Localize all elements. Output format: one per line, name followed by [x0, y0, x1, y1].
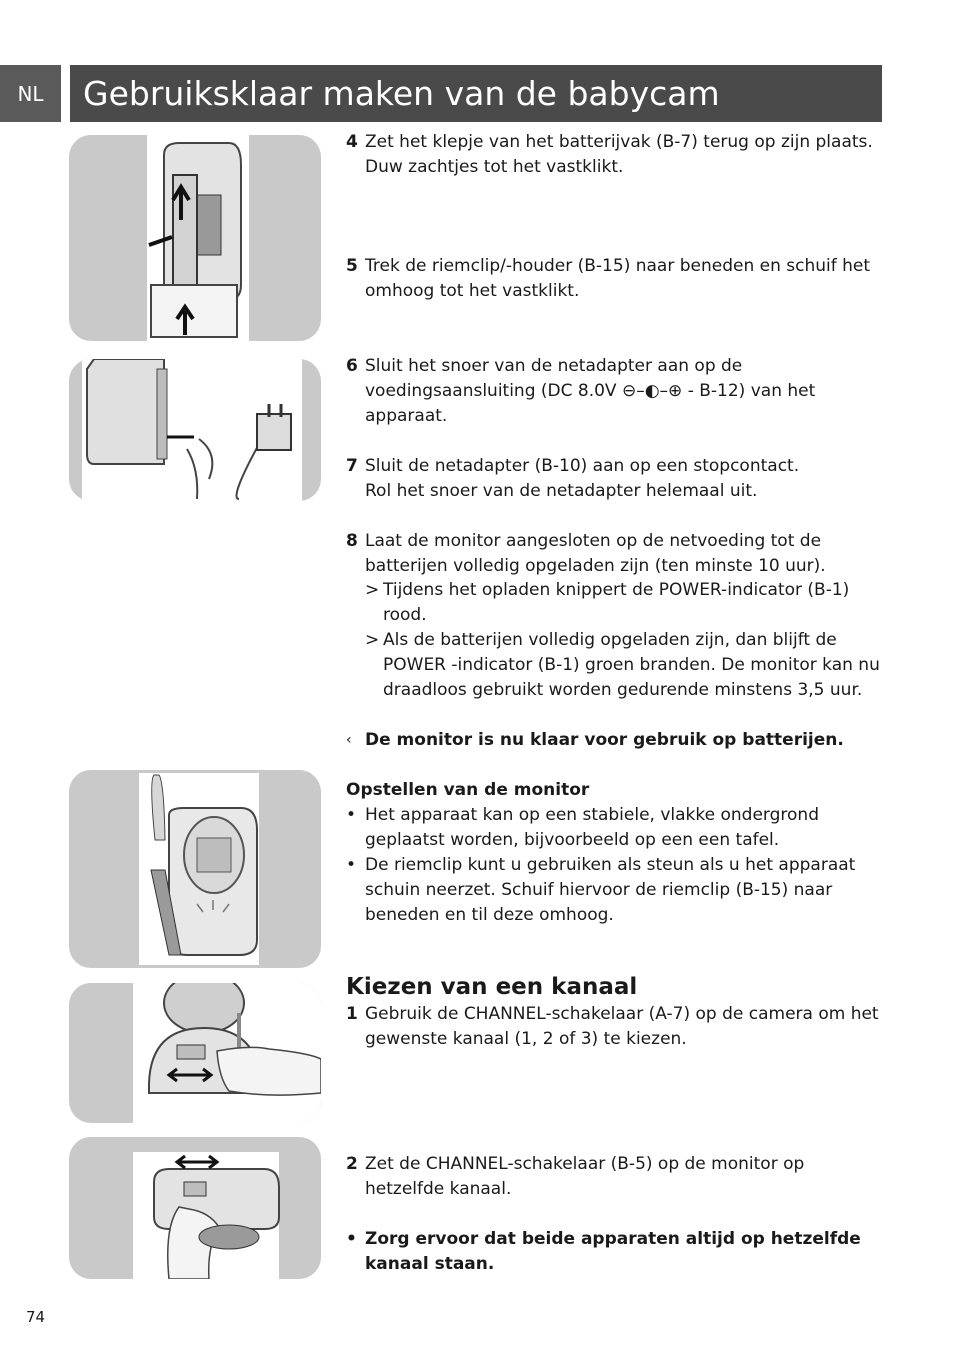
result-text: De monitor is nu klaar voor gebruik op batterijen. [365, 730, 844, 750]
step-number: 5 [346, 256, 358, 276]
bullet-marker: • [346, 855, 357, 875]
step-text-part-a: Sluit het snoer van de netadapter aan op de voedingsaansluiting (DC 8.0V [365, 356, 743, 401]
sub-marker: > [365, 580, 380, 600]
polarity-symbol: ⊖–◐–⊕ [621, 381, 683, 401]
bullet-marker: • [346, 805, 357, 825]
page-title: Gebruiksklaar maken van de babycam [70, 65, 882, 122]
step-4 [346, 130, 886, 180]
section-heading-placement: Opstellen van de monitor [346, 780, 590, 800]
step-text: Zet het klepje van het batterijvak (B-7) terug op zijn plaats. Duw zachtjes tot het vastklikt. [365, 132, 873, 177]
bullet-text: De riemclip kunt u gebruiken als steun als u het apparaat schuin neerzet. Schuif hiervoor de riemclip (B-15) naar beneden en til deze omhoog. [365, 855, 856, 925]
bullet-marker: • [346, 1229, 357, 1249]
step-number: 6 [346, 356, 358, 376]
step-8 [346, 529, 886, 579]
step-text [365, 354, 886, 429]
figure-battery-cover [69, 135, 321, 341]
step-8-sub-2 [365, 628, 890, 703]
result-marker: ‹ [346, 732, 352, 748]
step-text: Zet de CHANNEL-schakelaar (B-5) op de monitor op hetzelfde kanaal. [365, 1154, 805, 1199]
figure-monitor-channel-switch [69, 1137, 321, 1279]
step-number: 1 [346, 1004, 358, 1024]
result-note [346, 728, 886, 753]
section-heading-channel: Kiezen van een kanaal [346, 974, 638, 1000]
step-text: Laat de monitor aangesloten op de netvoeding tot de batterijen volledig opgeladen zijn (ten minste 10 uur). [365, 531, 826, 576]
figure-monitor-stand [69, 770, 321, 968]
sub-marker: > [365, 630, 380, 650]
step-text: Gebruik de CHANNEL-schakelaar (A-7) op de camera om het gewenste kanaal (1, 2 of 3) te kiezen. [365, 1004, 879, 1049]
step-text-line-1: Sluit de netadapter (B-10) aan op een stopcontact. [365, 456, 800, 476]
step-6 [346, 354, 886, 429]
figure-power-adapter [69, 359, 321, 501]
step-8-sub-1 [365, 578, 890, 628]
sub-text: Tijdens het opladen knippert de POWER-indicator (B-1) rood. [383, 580, 850, 625]
bullet-item [346, 803, 886, 853]
page-number: 74 [26, 1308, 46, 1326]
step-7 [346, 454, 886, 504]
step-number: 8 [346, 531, 358, 551]
figure-camera-channel-switch [69, 983, 321, 1123]
step-text: Trek de riemclip/-houder (B-15) naar beneden en schuif het omhoog tot het vastklikt. [365, 256, 871, 301]
channel-step-2 [346, 1152, 886, 1202]
channel-step-1 [346, 1002, 886, 1052]
step-number: 2 [346, 1154, 358, 1174]
step-text-part-b: - B-12) van het apparaat. [365, 381, 816, 426]
note-text: Zorg ervoor dat beide apparaten altijd op hetzelfde kanaal staan. [365, 1229, 861, 1274]
step-number: 7 [346, 456, 358, 476]
step-text-line-2: Rol het snoer van de netadapter helemaal uit. [365, 481, 758, 501]
step-5 [346, 254, 886, 304]
step-number: 4 [346, 132, 358, 152]
sub-text: Als de batterijen volledig opgeladen zijn, dan blijft de POWER -indicator (B-1) groen branden. De monitor kan nu draadloos gebruikt worden gedurende minstens 3,5 uur. [383, 630, 880, 700]
channel-note [346, 1227, 886, 1277]
bullet-text: Het apparaat kan op een stabiele, vlakke ondergrond geplaatst worden, bijvoorbeeld op een een tafel. [365, 805, 819, 850]
language-tab: NL [0, 65, 61, 122]
bullet-item [346, 853, 886, 928]
